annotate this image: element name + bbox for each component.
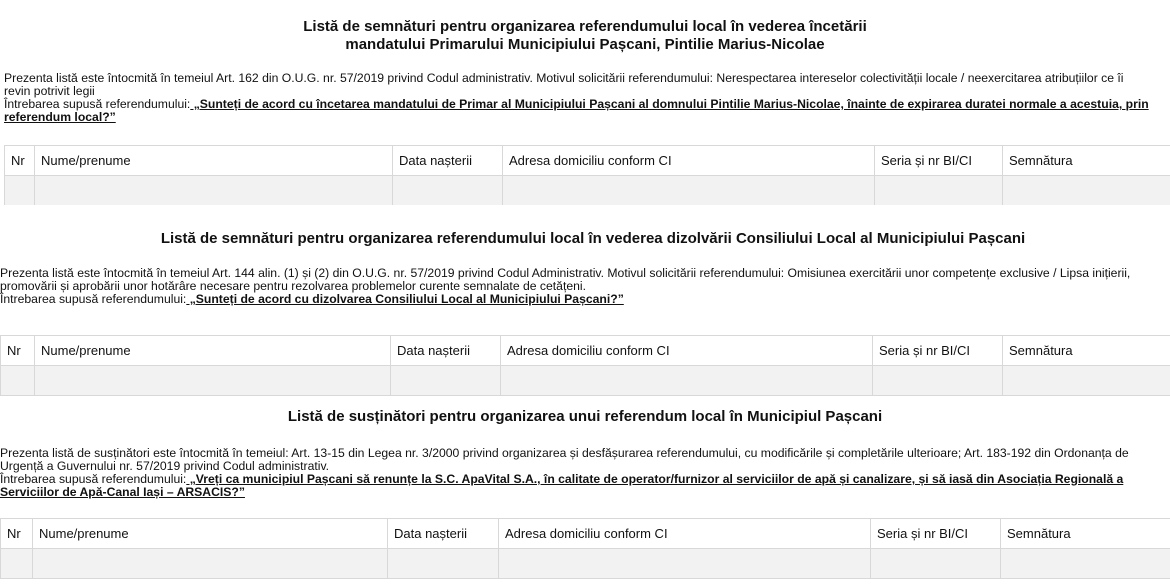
referendum-question bbox=[0, 293, 1170, 306]
cell-address[interactable] bbox=[501, 366, 873, 396]
table-header-row bbox=[1, 336, 1170, 366]
column-header-id: Seria și nr BI/CI bbox=[873, 336, 1003, 366]
cell-birthdate[interactable] bbox=[388, 549, 499, 579]
column-header-birthdate: Data nașterii bbox=[393, 146, 503, 176]
cell-signature[interactable] bbox=[1001, 549, 1170, 579]
table-header-row bbox=[5, 146, 1170, 176]
table-header-row bbox=[1, 519, 1170, 549]
column-header-signature: Semnătura bbox=[1003, 146, 1170, 176]
question-prefix: Întrebarea supusă referendumului: bbox=[4, 97, 191, 111]
cell-nr[interactable] bbox=[1, 549, 33, 579]
table-row bbox=[5, 176, 1170, 206]
column-header-address: Adresa domiciliu conform CI bbox=[499, 519, 871, 549]
column-header-nr: Nr bbox=[1, 519, 33, 549]
cell-name[interactable] bbox=[35, 366, 391, 396]
referendum-question bbox=[0, 98, 1170, 124]
column-header-name: Nume/prenume bbox=[35, 336, 391, 366]
legal-basis-text: Prezenta listă este întocmită în temeiul Art. 144 alin. (1) și (2) din O.U.G. nr. 57/2019 privind Codul Administrativ. Motivul solicitării referendumului: Omisiunea exercitării unor competențe exclusive / Lipsa inițierii, promovării și aprobării unor hotărâre necesare pentru rezolvarea problemelor curente semnalate de cetățeni. bbox=[0, 266, 1131, 293]
column-header-id: Seria și nr BI/CI bbox=[871, 519, 1001, 549]
referendum-question bbox=[0, 473, 1170, 499]
column-header-signature: Semnătura bbox=[1003, 336, 1170, 366]
section-council-referendum bbox=[0, 230, 1170, 248]
column-header-name: Nume/prenume bbox=[35, 146, 393, 176]
section-title: Listă de semnături pentru organizarea referendumului local în vederea dizolvării Consiliului Local al Municipiului Pașcani bbox=[160, 230, 1026, 247]
legal-basis-text: Prezenta listă este întocmită în temeiul Art. 162 din O.U.G. nr. 57/2019 privind Codul administrativ. Motivul solicitării referendumului: Nerespectarea intereselor colectivității locale / neexercitarea atribuțiilor ce îi revin potrivit legii bbox=[4, 71, 1124, 98]
cell-birthdate[interactable] bbox=[393, 176, 503, 206]
cell-name[interactable] bbox=[35, 176, 393, 206]
column-header-address: Adresa domiciliu conform CI bbox=[503, 146, 875, 176]
cell-id[interactable] bbox=[875, 176, 1003, 206]
signature-table-water bbox=[0, 518, 1170, 579]
signature-table-mayor bbox=[4, 145, 1170, 206]
question-text: „Sunteți de acord cu încetarea mandatului de Primar al Municipiului Pașcani al domnului Pintilie Marius-Nicolae, înainte de expirarea duratei normale a acestuia, prin referendum local?” bbox=[4, 97, 1149, 124]
column-header-nr: Nr bbox=[1, 336, 35, 366]
table-row bbox=[1, 549, 1170, 579]
column-header-address: Adresa domiciliu conform CI bbox=[501, 336, 873, 366]
cell-signature[interactable] bbox=[1003, 176, 1170, 206]
cell-nr[interactable] bbox=[1, 366, 35, 396]
cell-nr[interactable] bbox=[5, 176, 35, 206]
section-water-text bbox=[0, 447, 1170, 499]
cell-id[interactable] bbox=[871, 549, 1001, 579]
question-prefix: Întrebarea supusă referendumului: bbox=[0, 292, 187, 306]
cell-name[interactable] bbox=[33, 549, 388, 579]
table-row bbox=[1, 366, 1170, 396]
page-gap bbox=[0, 396, 1170, 406]
question-text: „Sunteți de acord cu dizolvarea Consiliului Local al Municipiului Pașcani?” bbox=[186, 292, 624, 306]
section-mayor-text bbox=[0, 72, 1170, 124]
signature-table-council bbox=[0, 335, 1170, 396]
question-prefix: Întrebarea supusă referendumului: bbox=[0, 472, 187, 486]
section-title: Listă de semnături pentru organizarea referendumului local în vederea încetării bbox=[303, 18, 867, 35]
column-header-nr: Nr bbox=[5, 146, 35, 176]
column-header-birthdate: Data nașterii bbox=[388, 519, 499, 549]
question-text: „Vreți ca municipiul Pașcani să renunțe la S.C. ApaVital S.A., în calitate de operator/furnizor al serviciilor de apă și canalizare, și să iasă din Asociația Regională a Serviciilor de Apă-Canal Iași – ARSACIS?” bbox=[0, 472, 1124, 499]
legal-basis-text: Prezenta listă de susținători este întocmită în temeiul: Art. 13-15 din Legea nr. 3/2000 privind organizarea și desfășurarea referendumului, cu modificările și completările ulterioare; Art. 183-192 din Ordonanța de Urgență a Guvernului nr. 57/2019 privind Codul administrativ. bbox=[0, 446, 1129, 473]
column-header-birthdate: Data nașterii bbox=[391, 336, 501, 366]
column-header-id: Seria și nr BI/CI bbox=[875, 146, 1003, 176]
cell-birthdate[interactable] bbox=[391, 366, 501, 396]
section-title-line2: mandatului Primarului Municipiului Pașcani, Pintilie Marius-Nicolae bbox=[345, 36, 825, 53]
section-council-text bbox=[0, 267, 1170, 306]
cell-address[interactable] bbox=[503, 176, 875, 206]
cell-signature[interactable] bbox=[1003, 366, 1170, 396]
section-title: Listă de susținători pentru organizarea unui referendum local în Municipiul Pașcani bbox=[287, 408, 883, 425]
section-water-referendum bbox=[0, 408, 1170, 426]
cell-address[interactable] bbox=[499, 549, 871, 579]
column-header-name: Nume/prenume bbox=[33, 519, 388, 549]
column-header-signature: Semnătura bbox=[1001, 519, 1170, 549]
cell-id[interactable] bbox=[873, 366, 1003, 396]
section-mayor-referendum bbox=[0, 18, 1170, 54]
page-gap bbox=[0, 205, 1170, 225]
